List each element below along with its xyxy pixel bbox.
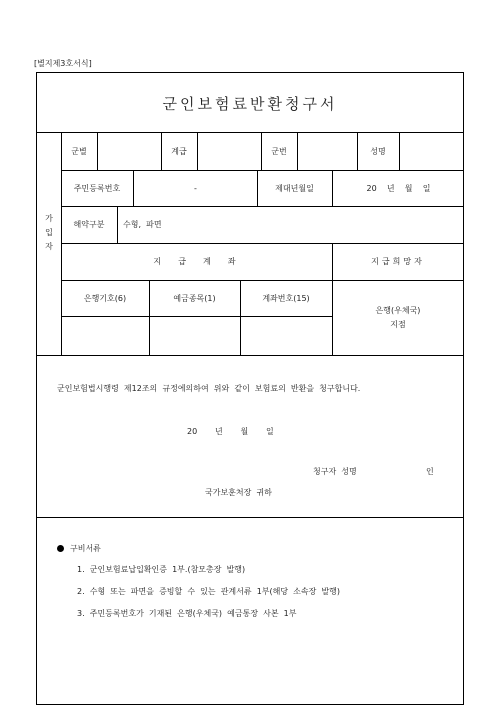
addressee: 국가보훈처장 귀하 [205, 488, 272, 497]
required-documents [57, 543, 340, 630]
form-frame [36, 72, 464, 705]
bank-branch-label [332, 280, 464, 355]
resident-number-field[interactable]: - [194, 183, 197, 193]
account-number-field[interactable] [241, 317, 332, 355]
name-label: 성명 [370, 146, 386, 156]
required-documents-header [57, 543, 340, 554]
col-reason [117, 206, 118, 243]
bank-branch-line2: 지점 [390, 319, 406, 329]
seal-mark: 인 [426, 467, 434, 476]
account-number-label: 계좌번호(15) [262, 293, 310, 303]
bank-code-label: 은행기호(6) [83, 293, 127, 303]
divider-claim [37, 517, 464, 518]
divider-applicant [37, 355, 464, 356]
claim-statement: 군인보험법시행령 제12조의 규정에의하여 위와 같이 보험료의 반환을 청구합니다. [57, 384, 361, 393]
bank-code-field[interactable] [62, 317, 149, 355]
division-label: 군별 [71, 146, 87, 156]
form-title: 군인보험료반환청구서 [162, 95, 338, 113]
deposit-type-label: 예금종목(1) [173, 293, 216, 303]
applicant-side-label: 가 입 자 [45, 214, 53, 251]
resident-number-label: 주민등록번호 [73, 183, 121, 193]
bank-branch-line1: 은행(우체국) [375, 305, 421, 315]
bullet-icon [57, 545, 64, 552]
document-item: 1. 군인보험료납입확인증 1부.(참모총장 발행) [77, 565, 246, 574]
payment-place-header: 지급희망자 [371, 257, 425, 266]
reason-type-label: 해약구분 [73, 220, 105, 229]
deposit-type-field[interactable] [150, 317, 240, 355]
claimant-name-label: 청구자 성명 [313, 467, 357, 476]
discharge-date-field[interactable]: 20 년 월 일 [366, 183, 431, 193]
payment-account-header: 지 급 계 좌 [153, 257, 240, 266]
reason-type-value: 수형, 파면 [123, 220, 162, 229]
rank-label: 계급 [171, 146, 187, 156]
division-field[interactable] [98, 132, 161, 170]
document-item: 2. 수형 또는 파면을 증빙할 수 있는 관계서류 1부(해당 소속장 발행) [77, 587, 341, 596]
required-documents-title: 구비서류 [70, 544, 101, 553]
claim-date: 20 년 월 일 [187, 427, 274, 436]
name-field[interactable] [400, 132, 464, 170]
document-item: 3. 주민등록번호가 기재된 은행(우체국) 예금통장 사본 1부 [77, 609, 297, 618]
service-number-field[interactable] [298, 132, 357, 170]
discharge-date-label: 제대년월일 [275, 183, 314, 193]
rank-field[interactable] [198, 132, 261, 170]
form-number-label: [별지제3호서식] [34, 59, 92, 68]
service-number-label: 군번 [271, 146, 287, 156]
